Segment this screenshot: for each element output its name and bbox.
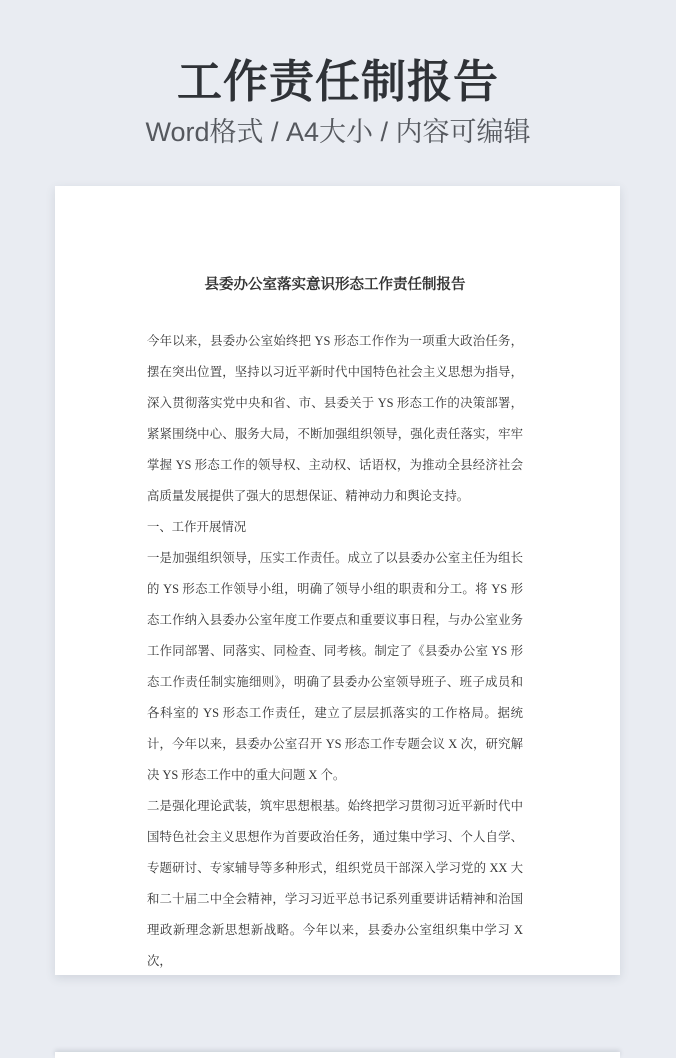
document-page <box>55 186 620 975</box>
banner-title: 工作责任制报告 <box>176 56 499 107</box>
document-title: 县委办公室落实意识形态工作责任制报告 <box>204 277 466 293</box>
document-body <box>147 326 523 975</box>
banner-subtitle: Word格式 / A4大小 / 内容可编辑 <box>145 117 531 147</box>
banner <box>0 0 676 147</box>
next-page-edge <box>55 1052 620 1058</box>
document-paragraph: 今年以来，县委办公室始终把 YS 形态工作作为一项重大政治任务，摆在突出位置，坚持以习近平新时代中国特色社会主义思想为指导，深入贯彻落实党中央和省、市、县委关于 YS 形态工作的决策部署，紧紧围绕中心、服务大局，不断加强组织领导，强化责任落实，牢牢掌握 YS 形态工作的领导权、主动权、话语权，为推动全县经济社会高质量发展提供了强大的思想保证、精神动力和舆论支持。 <box>147 334 523 503</box>
document-paragraph: 一是加强组织领导，压实工作责任。成立了以县委办公室主任为组长的 YS 形态工作领导小组，明确了领导小组的职责和分工。将 YS 形态工作纳入县委办公室年度工作要点和重要议事日程，与办公室业务工作同部署、同落实、同检查、同考核。制定了《县委办公室 YS 形态工作责任制实施细则》，明确了县委办公室领导班子、班子成员和各科室的 YS 形态工作责任，建立了层层抓落实的工作格局。据统计，今年以来，县委办公室召开 YS 形态工作专题会议 X 次，研究解决 YS 形态工作中的重大问题 X 个。 <box>147 551 523 782</box>
document-paragraph: 二是强化理论武装，筑牢思想根基。始终把学习贯彻习近平新时代中国特色社会主义思想作为首要政治任务，通过集中学习、个人自学、专题研讨、专家辅导等多种形式，组织党员干部深入学习党的 XX 大和二十届二中全会精神，学习习近平总书记系列重要讲话精神和治国理政新理念新思想新战略。今年以来，县委办公室组织集中学习 X 次， <box>147 799 523 968</box>
document-heading: 一、工作开展情况 <box>147 520 247 534</box>
